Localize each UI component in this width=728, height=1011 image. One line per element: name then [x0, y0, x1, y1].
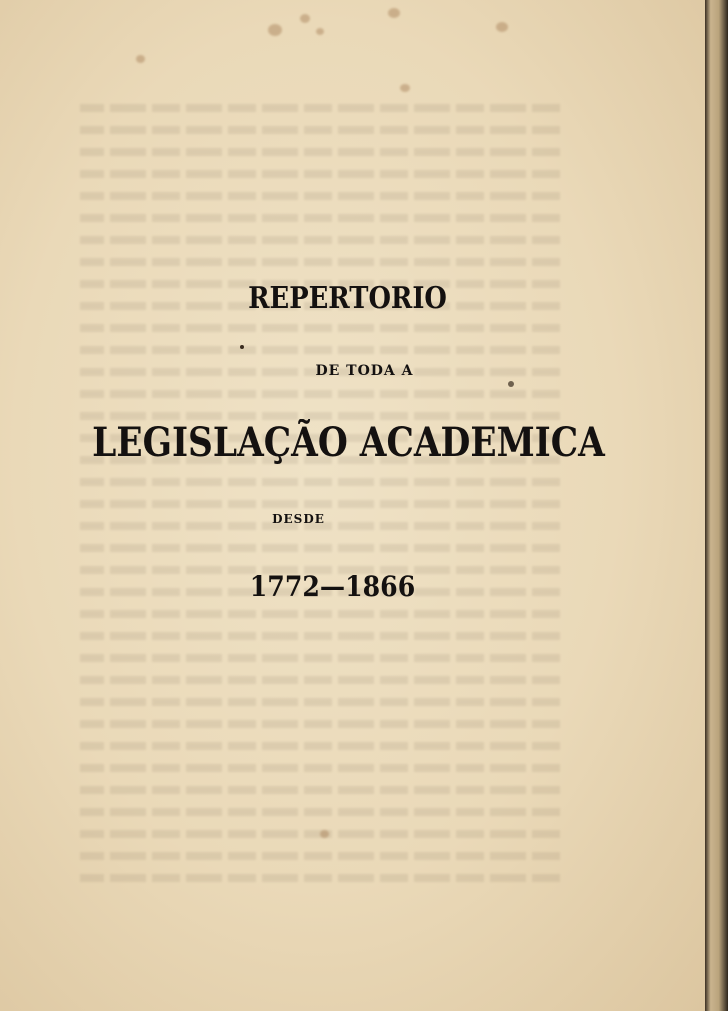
ink-dot — [508, 381, 514, 387]
foxing-spot — [320, 830, 329, 838]
foxing-spot — [300, 14, 310, 23]
ink-dot — [240, 345, 244, 349]
subtitle-de-toda-a: DE TODA A — [315, 363, 414, 379]
date-range: 1772—1866 — [249, 570, 416, 603]
title-legislacao-academica: LEGISLAÇÃO ACADEMICA — [92, 419, 605, 466]
page-edge — [705, 0, 728, 1011]
subtitle-desde: DESDE — [272, 512, 325, 526]
foxing-spot — [316, 28, 324, 35]
bleed-through-text — [80, 96, 560, 896]
foxing-spot — [268, 24, 282, 36]
foxing-spot — [388, 8, 400, 18]
foxing-spot — [496, 22, 508, 32]
title-repertorio: REPERTORIO — [248, 281, 447, 316]
foxing-spot — [400, 84, 410, 92]
foxing-spot — [136, 55, 145, 63]
